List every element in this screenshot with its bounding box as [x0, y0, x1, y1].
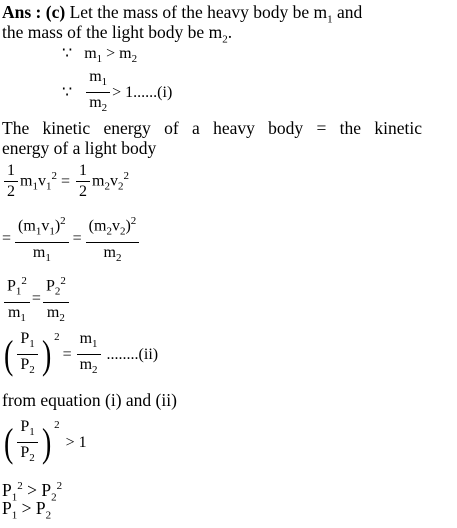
word: =	[316, 118, 327, 138]
word: of	[164, 118, 179, 138]
ratio-inequality	[62, 68, 172, 117]
p-ratio-equation-ii: ( $\frac{P_1}{P_2}$ ) 2 = $\frac{m_1}{m_2}$ ........(ii)	[2, 330, 158, 379]
answer-label: Ans : (c)	[2, 2, 66, 22]
ratio-den: m	[89, 94, 102, 112]
p-ratio-paren-2: ( $\frac{P_1}{P_2}$ ) 2	[3, 418, 60, 465]
light-body-sub: 2	[222, 33, 228, 46]
momentum-fraction-2: $\frac{(m_2v_2)^2}{m_2}$	[86, 212, 140, 267]
kinetic-energy-equation: $\frac{1}{2}$ $m_1v_1^2$ = $\frac{1}{2}$ $m_2v_2^2$	[2, 162, 129, 201]
word: The	[2, 118, 30, 138]
gt-m: > m	[102, 45, 132, 62]
ratio-num: m	[89, 68, 102, 85]
intro-text: Let the mass of the heavy body be m	[69, 2, 328, 22]
word: a	[191, 118, 200, 138]
m1-over-m2: $\frac{m_1}{m_2}$	[77, 330, 101, 379]
word: kinetic	[42, 118, 91, 138]
momentum-fraction-1: $\frac{(m_1v_1)^2}{m_1}$	[15, 212, 69, 267]
ke-paragraph-line2: energy of a light body	[2, 138, 157, 158]
from-equation-text: from equation (i) and (ii)	[2, 390, 177, 410]
result-final: $P_1 > P_2$	[2, 498, 52, 522]
because-symbol-2: ∵	[62, 83, 73, 101]
light-body-end: .	[227, 22, 233, 42]
intro-and: and	[337, 2, 363, 22]
p1-over-m1: $\frac{P_1^2}{m_1}$	[4, 272, 30, 327]
word: kinetic	[374, 118, 422, 138]
p-squared-equation: $\frac{P_1^2}{m_1}$ = $\frac{P_2^2}{m_2}$	[2, 272, 71, 327]
word: heavy	[213, 118, 255, 138]
equation-ii-tag: ........(ii)	[106, 345, 159, 363]
half-fraction: $\frac{1}{2}$	[4, 162, 18, 201]
intro-sub: 1	[327, 13, 333, 26]
light-body-text: the mass of the light body be m	[2, 22, 223, 42]
word: body	[268, 118, 304, 138]
word: the	[339, 118, 362, 138]
mass-ratio-fraction	[86, 68, 110, 117]
ke-paragraph-line1	[2, 118, 422, 138]
ratio-den-sub: 2	[101, 102, 108, 115]
p2-over-m2: $\frac{P_2^2}{m_2}$	[43, 272, 69, 327]
ratio-tail: > 1......(i)	[112, 83, 173, 101]
because-inequality	[62, 45, 137, 68]
p-ratio-inequality: ( $\frac{P_1}{P_2}$ ) 2 > 1	[2, 418, 87, 467]
m1-sub: 1	[96, 53, 103, 66]
half-fraction-2: $\frac{1}{2}$	[76, 162, 90, 201]
because-symbol: ∵	[62, 45, 73, 62]
m2-sub: 2	[131, 53, 138, 66]
p-ratio-paren: ( $\frac{P_1}{P_2}$ ) 2	[3, 330, 60, 377]
m-symbol: m	[84, 45, 97, 62]
momentum-form-equation: = $\frac{(m_1v_1)^2}{m_1}$ = $\frac{(m_2v_2)^2}{m_2}$	[2, 212, 141, 267]
result-squared: $P_1^2 > P_2^2$	[2, 479, 63, 504]
word: energy	[103, 118, 151, 138]
ratio-num-sub: 1	[101, 76, 108, 89]
